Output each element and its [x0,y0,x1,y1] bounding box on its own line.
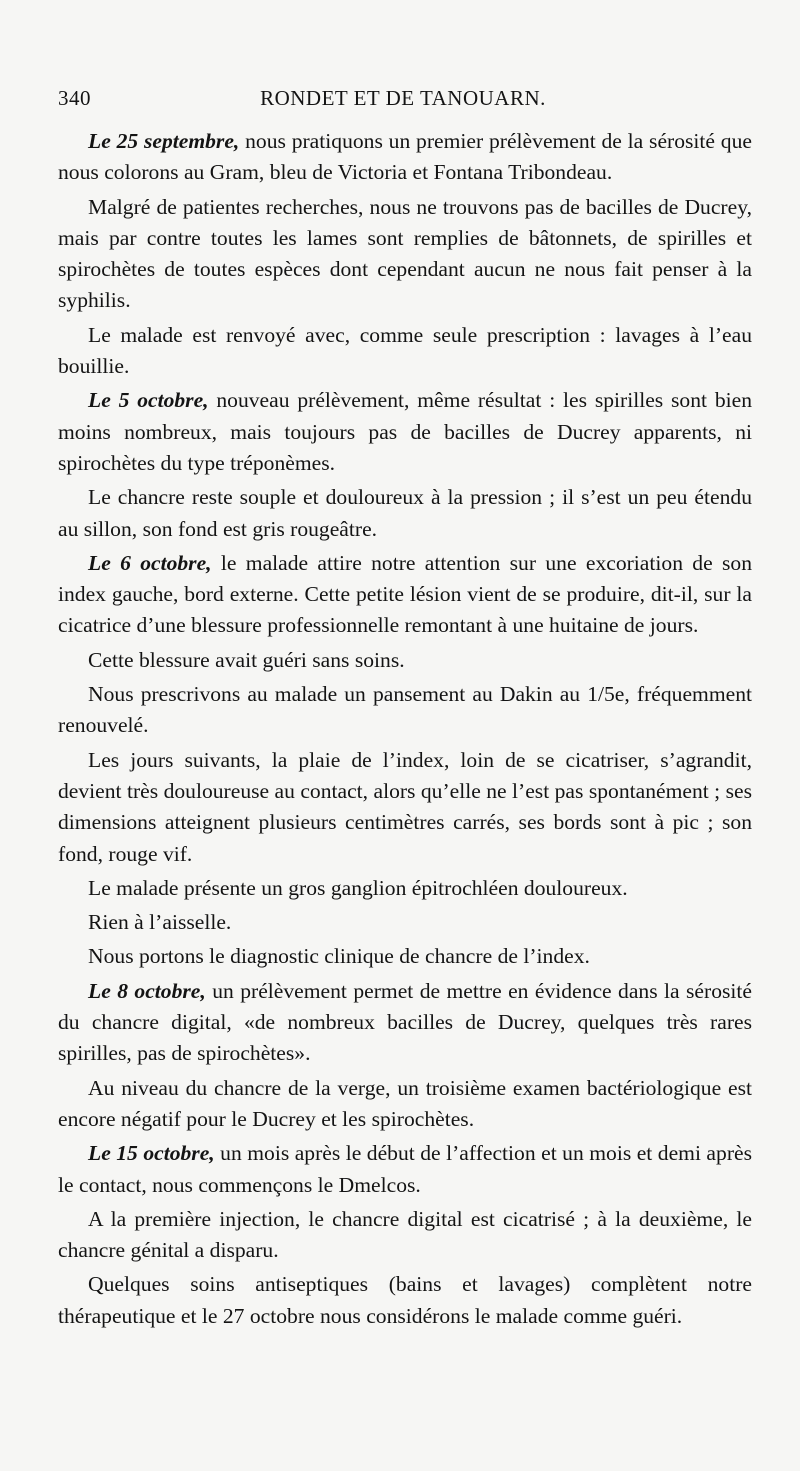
paragraph [58,482,752,545]
date-heading: Le 15 octobre, [88,1141,215,1166]
paragraph [58,1269,752,1332]
paragraph-text: Cette blessure avait guéri sans soins. [88,647,405,672]
paragraph [58,192,752,317]
paragraph-text: Les jours suivants, la plaie de l’index, loin de se cicatriser, s’agrandit, devient très douloureuse au contact, alors qu’elle ne l’est pas spontanément ; ses dimensions atteignent plusieurs centimètres carrés, ses bords sont à pic ; son fond, rouge vif. [58,747,752,866]
paragraph [58,126,752,189]
paragraph [58,745,752,870]
body-text [58,126,752,1332]
paragraph [58,941,752,972]
paragraph [58,385,752,479]
paragraph-text: Malgré de patientes recherches, nous ne trouvons pas de bacilles de Ducrey, mais par contre toutes les lames sont remplies de bâtonnets, de spirilles et spirochètes de toutes espèces dont cependant aucun ne nous fait penser à la syphilis. [58,194,752,313]
date-heading: Le 5 octobre, [88,388,209,413]
paragraph [58,873,752,904]
paragraph-text: A la première injection, le chancre digital est cicatrisé ; à la deuxième, le chancre génital a disparu. [58,1206,752,1263]
paragraph-text: Le malade est renvoyé avec, comme seule prescription : lavages à l’eau bouillie. [58,322,752,379]
paragraph-text: Le malade présente un gros ganglion épitrochléen douloureux. [88,875,628,900]
paragraph [58,976,752,1070]
paragraph-text: le malade attire notre attention sur une excoriation de son index gauche, bord externe. Cette petite lésion vient de se produire, dit-il, sur la cicatrice d’une blessure professionnelle remontant à une huitaine de jours. [58,550,752,638]
paragraph [58,1204,752,1267]
paragraph-text: Quelques soins antiseptiques (bains et lavages) complètent notre thérapeutique et le 27 octobre nous considérons le malade comme guéri. [58,1272,752,1328]
paragraph [58,1073,752,1136]
date-heading: Le 25 septembre, [88,129,240,153]
page-number: 340 [58,86,91,110]
paragraph-text: nous pratiquons un premier prélèvement de la sérosité que nous colorons au Gram, bleu de Victoria et Fontana Tribondeau. [58,129,752,185]
date-heading: Le 6 octobre, [88,550,212,575]
paragraph-text: Nous prescrivons au malade un pansement au Dakin au 1/5e, fréquemment renouvelé. [58,682,752,738]
paragraph-text: Rien à l’aisselle. [88,910,232,935]
date-heading: Le 8 octobre, [88,978,206,1003]
paragraph [58,907,752,938]
paragraph-text: un prélèvement permet de mettre en évidence dans la sérosité du chancre digital, «de nombreux bacilles de Ducrey, quelques très rares spirilles, pas de spirochètes». [58,978,752,1066]
paragraph-text: Le chancre reste souple et douloureux à la pression ; il s’est un peu étendu au sillon, son fond est gris rougeâtre. [58,485,752,541]
paragraph-text: un mois après le début de l’affection et un mois et demi après le contact, nous commençons le Dmelcos. [58,1141,752,1197]
page-header [58,86,748,116]
paragraph [58,320,752,383]
running-title: RONDET ET DE TANOUARN. [260,86,546,110]
paragraph-text: nouveau prélèvement, même résultat : les spirilles sont bien moins nombreux, mais toujours pas de bacilles de Ducrey apparents, ni spirochètes du type tréponèmes. [58,388,752,475]
paragraph-text: Au niveau du chancre de la verge, un troisième examen bactériologique est encore négatif pour le Ducrey et les spirochètes. [58,1075,752,1131]
paragraph [58,1138,752,1201]
paragraph [58,645,752,676]
paragraph [58,548,752,642]
paragraph [58,679,752,742]
paragraph-text: Nous portons le diagnostic clinique de chancre de l’index. [88,944,590,969]
